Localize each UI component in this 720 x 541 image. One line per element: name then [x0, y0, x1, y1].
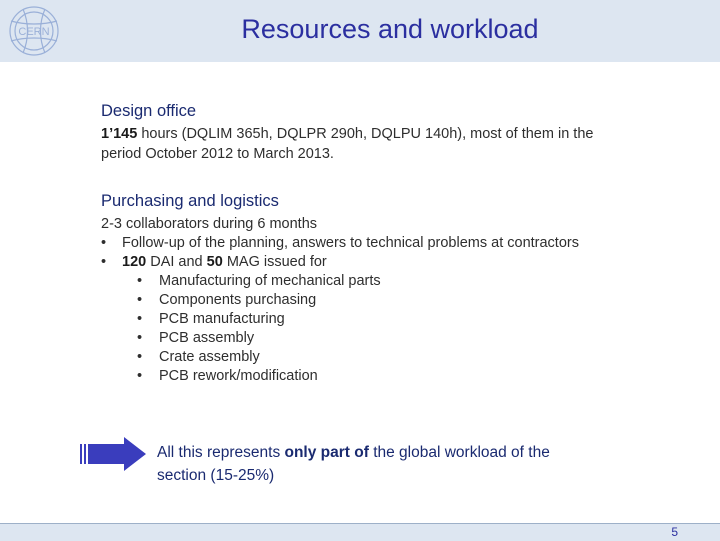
sub-bullet-marker: • — [137, 330, 143, 346]
conclusion-line1 — [157, 444, 550, 462]
bullet-follow-up: Follow-up of the planning, answers to technical problems at contractors — [122, 235, 579, 251]
sub-item: PCB assembly — [159, 330, 255, 346]
conclusion-text: the global workload of the — [368, 444, 550, 461]
bullet-marker: • — [101, 235, 107, 251]
sub-item: Manufacturing of mechanical parts — [159, 273, 381, 289]
hours-value: 1’145 — [101, 126, 138, 142]
design-office-line1 — [101, 126, 593, 142]
hours-detail: hours (DQLIM 365h, DQLPR 290h, DQLPU 140h), most of them in the — [137, 126, 594, 142]
right-arrow-icon — [80, 437, 146, 471]
bullet-dai-mag — [122, 254, 327, 270]
sub-item: PCB manufacturing — [159, 311, 285, 327]
sub-bullet-marker: • — [137, 311, 143, 327]
page-number: 5 — [671, 525, 678, 539]
mag-count: 50 — [206, 254, 223, 270]
sub-bullet-marker: • — [137, 368, 143, 384]
conclusion-line2: section (15-25%) — [157, 467, 275, 484]
svg-text:CERN: CERN — [18, 26, 50, 38]
design-office-heading: Design office — [101, 102, 197, 120]
sub-item: Crate assembly — [159, 349, 260, 365]
dai-label: DAI and — [146, 254, 207, 270]
conclusion-emphasis: only part of — [284, 444, 369, 461]
sub-bullet-marker: • — [137, 273, 143, 289]
design-office-line2: period October 2012 to March 2013. — [101, 146, 334, 162]
footer-band — [0, 523, 720, 541]
page-title: Resources and workload — [241, 14, 539, 44]
header-band — [0, 0, 720, 62]
sub-bullet-marker: • — [137, 292, 143, 308]
bullet-marker: • — [101, 254, 107, 270]
conclusion-text: All this represents — [157, 444, 285, 461]
purchasing-line1: 2-3 collaborators during 6 months — [101, 216, 318, 232]
cern-logo — [3, 3, 65, 59]
dai-count: 120 — [122, 254, 147, 270]
sub-bullet-marker: • — [137, 349, 143, 365]
mag-label: MAG issued for — [222, 254, 327, 270]
purchasing-heading: Purchasing and logistics — [101, 192, 279, 210]
sub-item: PCB rework/modification — [159, 368, 318, 384]
sub-item: Components purchasing — [159, 292, 317, 308]
